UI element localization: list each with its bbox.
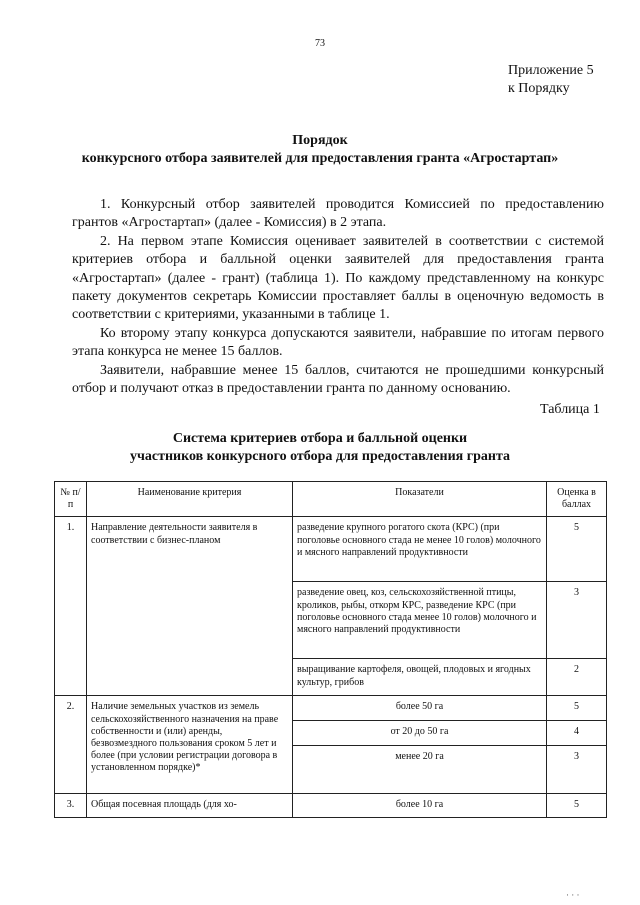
body-text [72, 196, 604, 398]
row-score: 5 [547, 794, 607, 818]
row-indicator: менее 20 га [293, 746, 547, 794]
table-title [0, 430, 640, 466]
page-number: 73 [315, 38, 325, 49]
row-indicator: разведение крупного рогатого скота (КРС) (при поголовье основного стада не менее 10 голов) молочного и мясного направлений продуктивности [293, 517, 547, 582]
appendix-note [508, 62, 594, 98]
table-row [55, 794, 607, 818]
row-score: 2 [547, 659, 607, 696]
header-score: Оценка в баллах [547, 482, 607, 517]
row-score: 4 [547, 721, 607, 746]
row-criterion: Направление деятельности заявителя в соответствии с бизнес-планом [87, 517, 293, 696]
table-row [55, 517, 607, 582]
table-row [55, 696, 607, 721]
header-indicators: Показатели [293, 482, 547, 517]
header-criterion: Наименование критерия [87, 482, 293, 517]
row-indicator: разведение овец, коз, сельскохозяйственной птицы, кроликов, рыбы, откорм КРС, разведение КРС (при поголовье основного стада менее 10 голов) молочного и мясного направлений продуктивности [293, 582, 547, 659]
row-score: 5 [547, 517, 607, 582]
paragraph-3: Ко второму этапу конкурса допускаются заявители, набравшие по итогам первого этапа конкурса не менее 15 баллов. [72, 325, 604, 360]
criteria-table [54, 481, 607, 818]
row-criterion: Наличие земельных участков из земель сельскохозяйственного назначения на праве собственности и (или) аренды, безвозмездного пользования сроком 5 лет и более (при условии регистрации договора в установленном порядке)* [87, 696, 293, 794]
row-indicator: более 10 га [293, 794, 547, 818]
table-title-line-2: участников конкурсного отбора для предоставления гранта [129, 449, 511, 464]
table-header-row [55, 482, 607, 517]
heading-line-2: конкурсного отбора заявителей для предоставления гранта «Агростартап» [81, 151, 559, 166]
row-score: 3 [547, 582, 607, 659]
row-criterion: Общая посевная площадь (для хо- [87, 794, 293, 818]
row-indicator: более 50 га [293, 696, 547, 721]
row-num: 1. [55, 517, 87, 696]
corner-mark: · · · [566, 890, 580, 900]
row-score: 3 [547, 746, 607, 794]
paragraph-2: 2. На первом этапе Комиссия оценивает заявителей в соответствии с системой критериев отбора и балльной оценки заявителей для предоставления гранта «Агростартап» (далее - грант) (таблица 1). По каждому представленному на конкурс пакету документов секретарь Комиссии проставляет баллы в оценочную ведомость в соответствии с критериями, указанными в таблице 1. [72, 233, 604, 323]
row-indicator: от 20 до 50 га [293, 721, 547, 746]
paragraph-1: 1. Конкурсный отбор заявителей проводится Комиссией по предоставлению грантов «Агростартап» (далее - Комиссия) в 2 этапа. [72, 197, 604, 231]
table-title-line-1: Система критериев отбора и балльной оценки [172, 431, 468, 446]
appendix-line-1: Приложение 5 [508, 63, 594, 78]
row-num: 2. [55, 696, 87, 794]
row-indicator: выращивание картофеля, овощей, плодовых и ягодных культур, грибов [293, 659, 547, 696]
paragraph-4: Заявители, набравшие менее 15 баллов, считаются не прошедшими конкурсный отбор и получают отказ в предоставлении гранта по данному основанию. [72, 362, 604, 397]
table-label: Таблица 1 [540, 402, 600, 417]
row-num: 3. [55, 794, 87, 818]
appendix-line-2: к Порядку [508, 81, 570, 96]
document-heading [0, 132, 640, 168]
heading-line-1: Порядок [292, 133, 348, 148]
row-score: 5 [547, 696, 607, 721]
header-num: № п/п [55, 482, 87, 517]
